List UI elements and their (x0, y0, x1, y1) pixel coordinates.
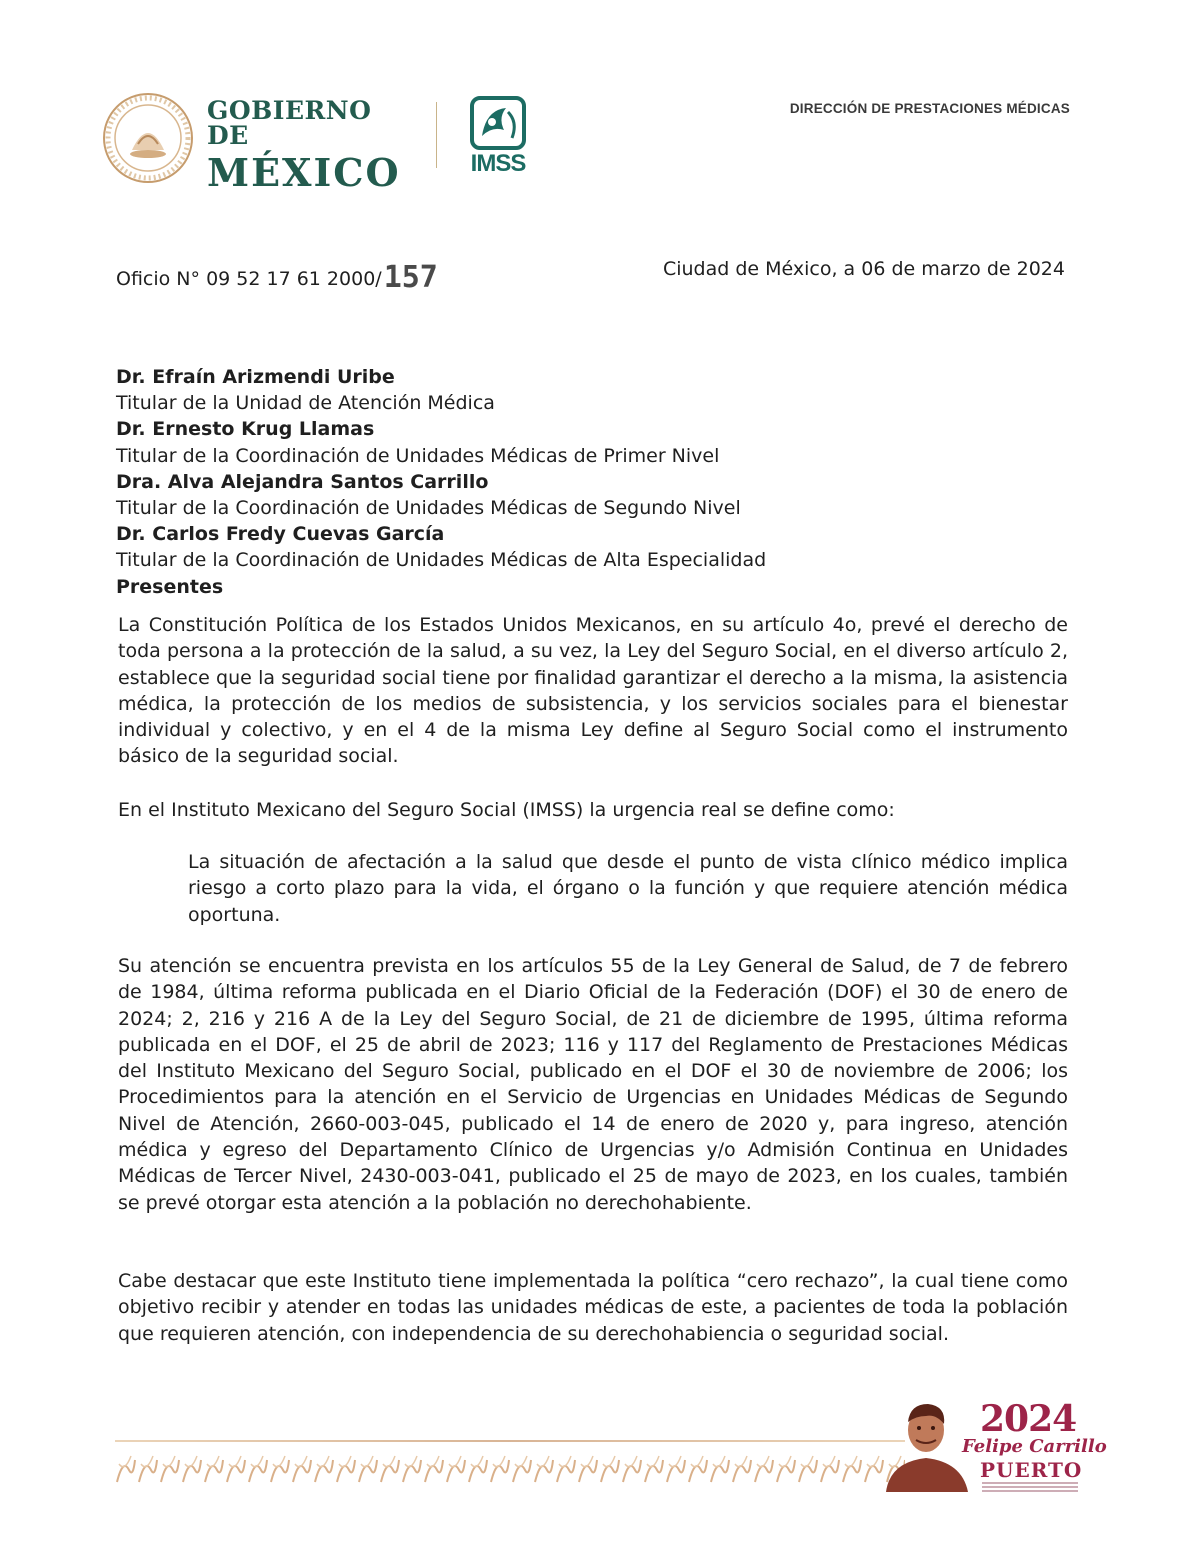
paragraph-urgency-intro: En el Instituto Mexicano del Seguro Social (IMSS) la urgencia real se define como: (118, 799, 895, 821)
recipient-title: Titular de la Coordinación de Unidades Médicas de Segundo Nivel (116, 497, 741, 520)
paragraph-zero-rejection: Cabe destacar que este Instituto tiene implementada la política “cero rechazo”, la cual tiene como objetivo recibir y atender en todas las unidades médicas de este, a pacientes de toda la población que requieren atención, con independencia de su derechohabiencia o seguridad social. (118, 1270, 1068, 1345)
salutation: Presentes (116, 575, 224, 598)
recipient-name: Dr. Efraín Arizmendi Uribe (116, 366, 395, 388)
portrait-icon (876, 1392, 976, 1492)
gov-line-1: GOBIERNO DE (207, 96, 372, 150)
recipient-title: Titular de la Coordinación de Unidades Médicas de Primer Nivel (116, 444, 720, 467)
urgency-definition-quote: La situación de afectación a la salud que desde el punto de vista clínico médico implica riesgo a corto plazo para la vida, el órgano o la función y que requiere atención médica oportuna. (188, 851, 1068, 926)
footer-name-line-2: PUERTO (980, 1458, 1083, 1482)
header-divider (436, 102, 437, 168)
paragraph-legal-basis: Su atención se encuentra prevista en los artículos 55 de la Ley General de Salud, de 7 de febrero de 1984, última reforma publicada en el Diario Oficial de la Federación (DOF) el 30 de enero de 2024; 2, 216 y 216 A de la Ley del Seguro Social, de 21 de diciembre de 1995, última reforma publicada en el DOF, el 25 de abril de 2023; 116 y 117 del Reglamento de Prestaciones Médicas del Instituto Mexicano del Seguro Social, publicado en el DOF el 30 de noviembre de 2006; los Procedimientos para la atención en el Servicio de Urgencias en Unidades Médicas de Segundo Nivel de Atención, 2660-003-045, publicado el 14 de enero de 2020 y, para ingreso, atención médica y egreso del Departamento Clínico de Urgencias y/o Admisión Continua en Unidades Médicas de Tercer Nivel, 2430-003-041, publicado el 25 de mayo de 2023, en los cuales, también se prevé otorgar esta atención a la población no derechohabiente. (118, 955, 1068, 1214)
paragraph-constitution: La Constitución Política de los Estados Unidos Mexicanos, en su artículo 4o, prevé el derecho de toda persona a la protección de la salud, a su vez, la Ley del Seguro Social, en el diverso artículo 2, establece que la seguridad social tiene por finalidad garantizar el derecho a la misma, la asistencia médica, la protección de los medios de subsistencia, y los servicios sociales para el bienestar individual y colectivo, y en el 4 de la misma Ley define al Seguro Social como el instrumento básico de la seguridad social. (118, 614, 1068, 768)
recipient-name: Dr. Ernesto Krug Llamas (116, 418, 375, 441)
ornamental-band-icon (115, 1452, 905, 1488)
recipient-name: Dr. Carlos Fredy Cuevas García (116, 523, 445, 546)
gov-line-2: MÉXICO (207, 150, 401, 195)
recipient-name: Dra. Alva Alejandra Santos Carrillo (116, 470, 489, 493)
footer-year: 2024 (980, 1398, 1077, 1440)
recipient-title: Titular de la Unidad de Atención Médica (116, 392, 495, 415)
footer-name-line-1: Felipe Carrillo (962, 1436, 1107, 1457)
imss-logo-text: IMSS (470, 150, 526, 177)
oficio-prefix: Oficio N° 09 52 17 61 2000/ (116, 268, 382, 290)
national-seal-icon (102, 92, 194, 184)
oficio-reference (116, 258, 438, 293)
recipients-block (116, 364, 1076, 600)
place-date: Ciudad de México, a 06 de marzo de 2024 (662, 258, 1065, 280)
department-name: DIRECCIÓN DE PRESTACIONES MÉDICAS (789, 101, 1070, 116)
recipient-title: Titular de la Coordinación de Unidades Médicas de Alta Especialidad (116, 549, 767, 572)
oficio-number: 157 (383, 260, 438, 295)
government-wordmark (207, 96, 422, 195)
footer-rule (115, 1440, 905, 1442)
footer-fine-print (982, 1482, 1078, 1494)
